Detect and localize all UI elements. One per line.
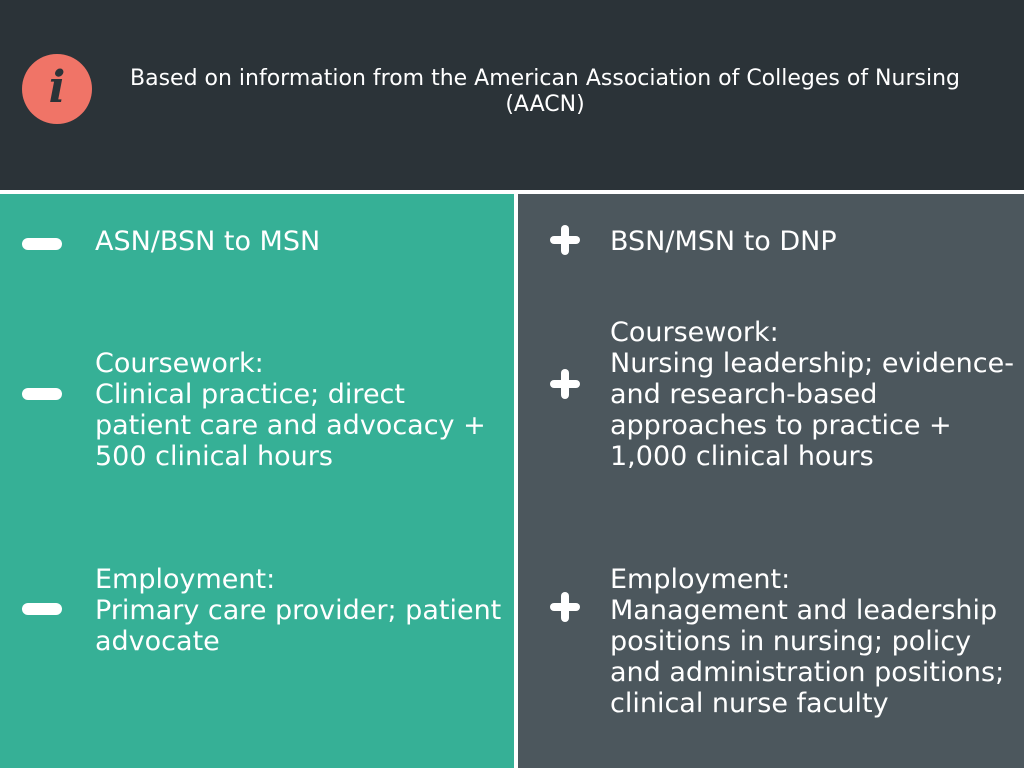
left-title: ASN/BSN to MSN (95, 226, 321, 257)
info-icon-glyph: i (48, 62, 66, 113)
source-note: Based on information from the American Association of Colleges of Nursing (AACN) (130, 66, 960, 117)
plus-icon (550, 225, 580, 255)
plus-icon (550, 369, 580, 399)
right-title: BSN/MSN to DNP (610, 226, 837, 257)
left-coursework: Coursework: Clinical practice; direct patient care and advocacy + 500 clinical hours (95, 348, 486, 472)
left-column (0, 194, 514, 768)
right-column (518, 194, 1024, 768)
right-coursework: Coursework: Nursing leadership; evidence- and research-based approaches to practice + 1,000 clinical hours (610, 317, 1014, 472)
minus-icon (22, 603, 62, 615)
info-icon (22, 54, 92, 124)
minus-icon (22, 388, 62, 400)
left-employment: Employment: Primary care provider; patient advocate (95, 564, 502, 657)
minus-icon (22, 238, 62, 250)
right-employment: Employment: Management and leadership positions in nursing; policy and administration positions; clinical nurse faculty (610, 564, 1005, 719)
header-banner (0, 0, 1024, 190)
plus-icon (550, 592, 580, 622)
